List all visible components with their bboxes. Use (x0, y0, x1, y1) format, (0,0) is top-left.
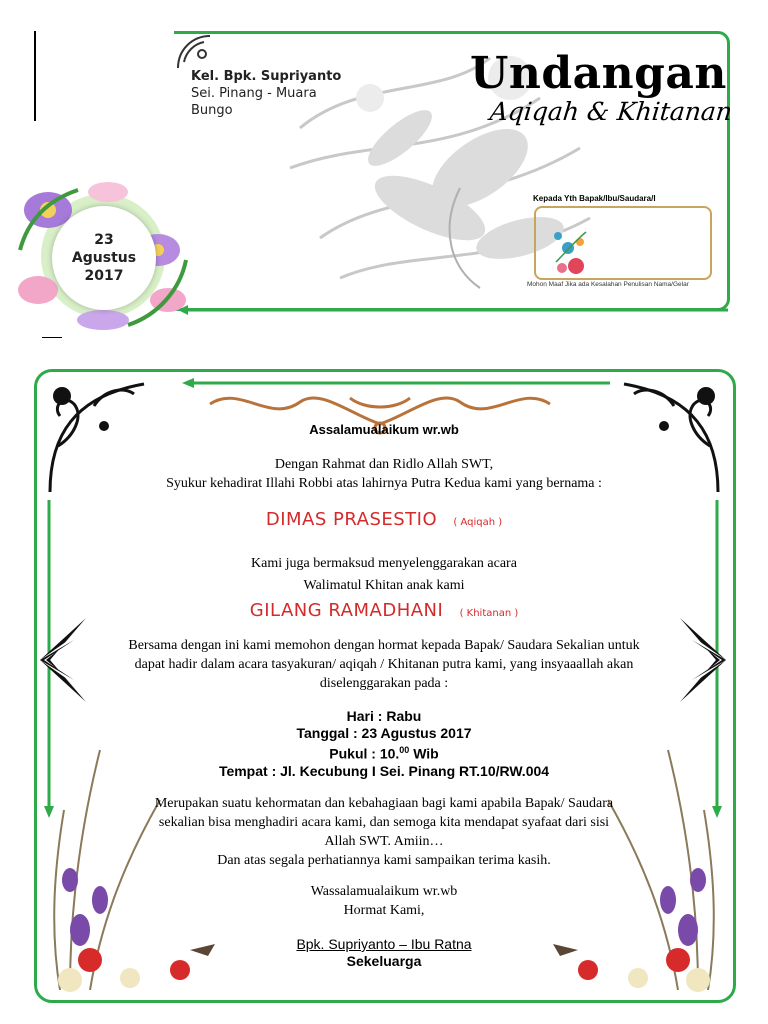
khitan-intro (60, 554, 708, 595)
invitation-title: Undangan (470, 48, 727, 99)
request-line-3: diselenggarakan pada : (319, 676, 449, 691)
intro-line-2: Syukur kehadirat Illahi Robbi atas lahirnya Putra Kedua kami yang bernama : (166, 476, 602, 491)
event-day: Hari : Rabu (346, 708, 422, 724)
sender-address (191, 68, 341, 119)
opening-greeting: Assalamualaikum wr.wb (309, 422, 459, 437)
khitan-intro-line-1: Kami juga bermaksud menyelenggarakan acara (251, 556, 517, 571)
sign-off (60, 882, 708, 920)
aqiqah-note: ( Aqiqah ) (453, 517, 503, 528)
request-paragraph (60, 636, 708, 693)
event-date: Tanggal : 23 Agustus 2017 (296, 725, 472, 741)
sender-address-line: Sei. Pinang - Muara (191, 86, 317, 101)
host-signature: Bpk. Supriyanto – Ibu Ratna (296, 936, 472, 952)
child-name-khitan (60, 600, 708, 621)
aqiqah-name: DIMAS PRASESTIO (265, 509, 438, 530)
khitan-note: ( Khitanan ) (459, 608, 519, 619)
left-divider-line (34, 31, 36, 121)
closing-line-3: Allah SWT. Amiin… (324, 834, 444, 849)
invitation-subtitle: Aqiqah & Khitanan (488, 97, 734, 126)
event-date-badge (52, 206, 156, 310)
host-family: Sekeluarga (346, 953, 422, 969)
closing-line-4: Dan atas segala perhatiannya kami sampaikan terima kasih. (217, 853, 551, 868)
khitan-name: GILANG RAMADHANI (249, 600, 444, 621)
event-location: Tempat : Jl. Kecubung I Sei. Pinang RT.10/RW.004 (218, 762, 550, 779)
closing-line-1: Merupakan suatu kehormatan dan kebahagiaan bagi kami apabila Bapak/ Saudara (154, 796, 614, 811)
khitan-intro-line-2: Walimatul Khitan anak kami (303, 578, 465, 593)
sender-city: Bungo (191, 103, 233, 118)
event-time: Pukul : 10.00 Wib (329, 745, 439, 762)
closing-paragraph (60, 794, 708, 870)
child-name-aqiqah (60, 509, 708, 530)
recipient-label: Kepada Yth Bapak/Ibu/Saudara/I (533, 194, 656, 203)
event-details (60, 708, 708, 780)
swirl-ornament-icon (174, 32, 214, 72)
intro-paragraph (60, 455, 708, 493)
apology-note: Mohon Maaf Jika ada Kesalahan Penulisan Nama/Gelar (527, 281, 689, 288)
date-day: 23 (94, 232, 114, 248)
small-flower-bouquet-icon (546, 222, 596, 278)
recipient-address-box (534, 206, 712, 280)
short-dash-mark (42, 337, 62, 338)
signature-block (60, 936, 708, 970)
date-year: 2017 (84, 268, 124, 284)
intro-line-1: Dengan Rahmat dan Ridlo Allah SWT, (274, 457, 494, 472)
hormat-kami: Hormat Kami, (343, 903, 425, 918)
request-line-1: Bersama dengan ini kami memohon dengan hormat kepada Bapak/ Saudara Sekalian untuk (128, 638, 640, 653)
sender-name: Kel. Bpk. Supriyanto (191, 69, 342, 84)
envelope-arrow-line (176, 302, 736, 318)
closing-line-2: sekalian bisa menghadiri acara kami, dan semoga kita mendapat syafaat dari sisi (158, 815, 610, 830)
closing-greeting: Wassalamualaikum wr.wb (310, 884, 458, 899)
request-line-2: dapat hadir dalam acara tasyakuran/ aqiqah / Khitanan putra kami, yang insyaaallah akan (134, 657, 634, 672)
date-month: Agustus (71, 250, 137, 266)
